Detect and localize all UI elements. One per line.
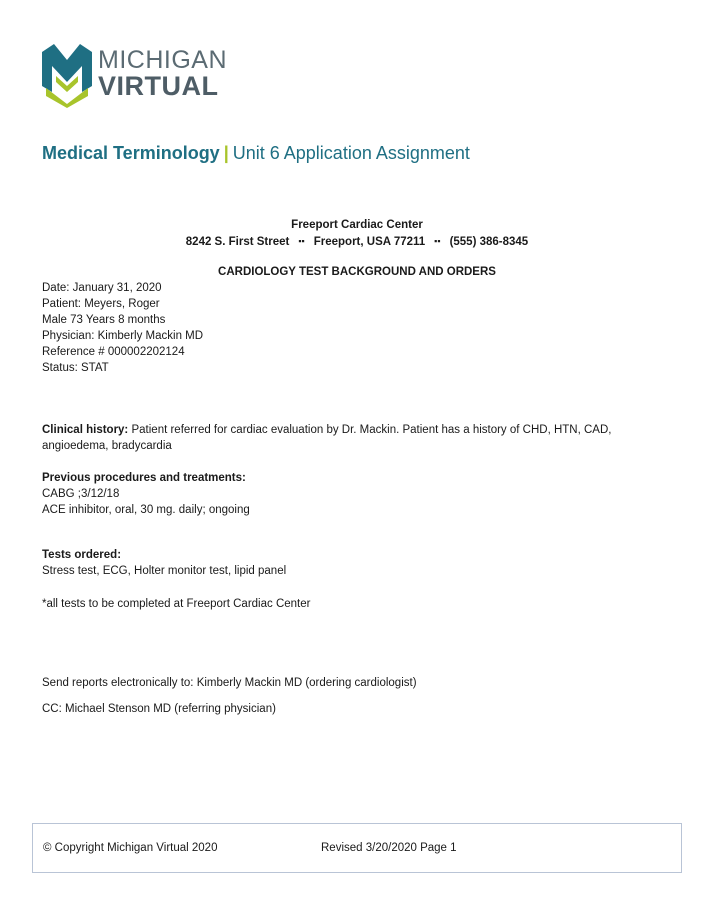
address-separator-1: ▪▪ [298,236,305,246]
patient-date: Date: January 31, 2020 [42,282,162,294]
previous-item: CABG ;3/12/18 [42,488,120,500]
page-footer [32,823,682,873]
clinical-history-label: Clinical history: [42,424,129,436]
tests-ordered-list: Stress test, ECG, Holter monitor test, lipid panel [42,565,287,577]
page-title [42,143,470,164]
center-street: 8242 S. First Street [185,236,290,248]
previous-item: ACE inhibitor, oral, 30 mg. daily; ongoing [42,504,250,516]
center-name: Freeport Cardiac Center [291,219,423,231]
center-phone: (555) 386-8345 [449,236,529,248]
title-separator: | [223,143,229,163]
patient-name: Patient: Meyers, Roger [42,298,160,310]
center-address [0,234,714,250]
michigan-virtual-logo [42,42,227,110]
michigan-virtual-m-icon [42,42,92,108]
logo-text-virtual: VIRTUAL [98,71,219,101]
footer-copyright: © Copyright Michigan Virtual 2020 [43,842,218,854]
clinical-history-text: Patient referred for cardiac evaluation by Dr. Mackin. Patient has a history of CHD, HTN, CAD, [128,424,612,436]
tests-location-note: *all tests to be completed at Freeport Cardiac Center [42,598,311,610]
footer-revised: Revised 3/20/2020 Page 1 [321,842,457,854]
clinical-history-text-cont: angioedema, bradycardia [42,440,172,452]
address-separator-2: ▪▪ [434,236,441,246]
patient-reference: Reference # 000002202124 [42,346,185,358]
patient-demographics: Male 73 Years 8 months [42,314,166,326]
course-title: Medical Terminology [42,143,220,163]
patient-physician: Physician: Kimberly Mackin MD [42,330,204,342]
patient-status: Status: STAT [42,362,109,374]
tests-ordered-label: Tests ordered: [42,549,122,561]
cc-line: CC: Michael Stenson MD (referring physician) [42,703,276,715]
document-heading: CARDIOLOGY TEST BACKGROUND AND ORDERS [218,266,496,278]
previous-procedures-label: Previous procedures and treatments: [42,472,246,484]
center-city: Freeport, USA 77211 [313,236,426,248]
clinical-history [42,422,611,438]
unit-title: Unit 6 Application Assignment [232,143,470,163]
logo-text-michigan: MICHIGAN [98,46,227,74]
send-reports-line: Send reports electronically to: Kimberly Mackin MD (ordering cardiologist) [42,677,417,689]
